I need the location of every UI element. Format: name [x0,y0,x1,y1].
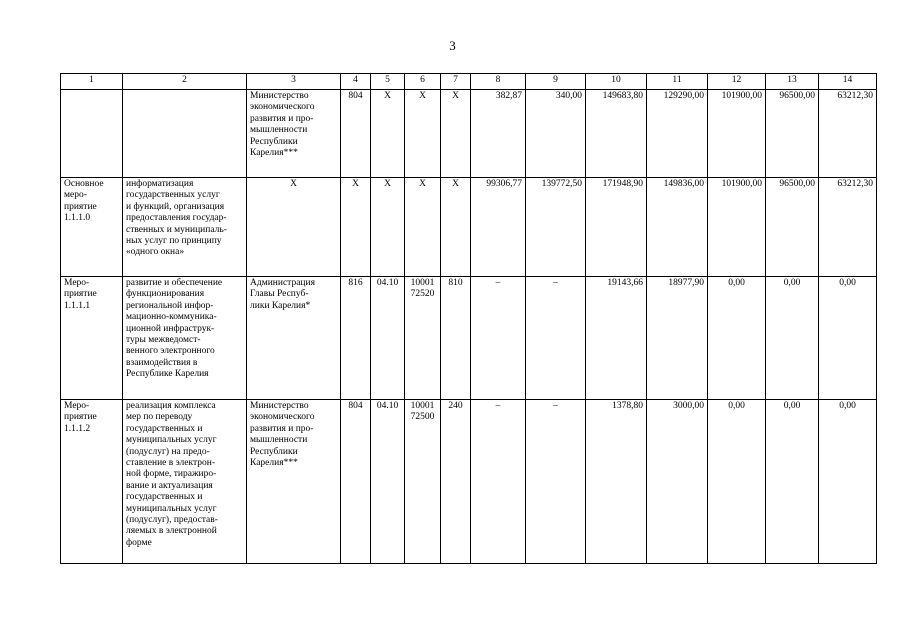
cell-amount: 149836,00 [647,178,708,277]
table-row [61,178,877,277]
cell-csr: 10001 72500 [405,400,441,564]
cell-amount: 99306,77 [471,178,526,277]
cell-rzpr: Х [371,178,405,277]
cell-amount: 0,00 [708,277,766,400]
table-row [61,90,877,178]
cell-grbs: 804 [341,90,371,178]
cell-item-type: Меро- приятие 1.1.1.2 [61,400,123,564]
cell-amount: 1378,80 [586,400,647,564]
cell-amount: 0,00 [819,277,877,400]
column-number: 1 [61,74,123,90]
table-row [61,400,877,564]
column-number: 6 [405,74,441,90]
cell-amount: 0,00 [708,400,766,564]
cell-amount: 3000,00 [647,400,708,564]
column-number: 9 [526,74,586,90]
cell-grbs: Х [341,178,371,277]
column-number: 11 [647,74,708,90]
column-number: 13 [766,74,819,90]
cell-amount: 101900,00 [708,90,766,178]
cell-item-name: реализация комплекса мер по переводу государственных и муниципальных услуг (подуслуг) на предо- ставление в электрон- ной форме, тиражиро- вание и актуализация государственных и муниципальных услуг (подуслуг), предостав- ляемых в электронной форме [123,400,247,564]
cell-vr: Х [441,90,471,178]
cell-amount: 0,00 [766,277,819,400]
cell-item-name: развитие и обеспечение функционирования региональной инфор- мационно-коммуника- ционной инфраструк- туры межведомст- венного электронного взаимодействия в Республике Карелия [123,277,247,400]
cell-amount: 129290,00 [647,90,708,178]
cell-item-type: Меро- приятие 1.1.1.1 [61,277,123,400]
cell-amount: 96500,00 [766,90,819,178]
cell-amount: 139772,50 [526,178,586,277]
cell-amount: – [471,277,526,400]
cell-amount: – [526,400,586,564]
cell-executor: Администрация Главы Респуб- лики Карелия* [247,277,341,400]
column-number: 3 [247,74,341,90]
column-number: 10 [586,74,647,90]
cell-item-name [123,90,247,178]
cell-amount: 101900,00 [708,178,766,277]
cell-amount: 63212,30 [819,178,877,277]
cell-amount: 0,00 [766,400,819,564]
cell-amount: 382,87 [471,90,526,178]
column-number: 4 [341,74,371,90]
cell-csr: Х [405,90,441,178]
cell-executor: Министерство экономического развития и про- мышленности Республики Карелия*** [247,90,341,178]
cell-amount: – [471,400,526,564]
cell-item-name: информатизация государственных услуг и функций, организация предоставления государ- ственных и муниципаль- ных услуг по принципу «одного окна» [123,178,247,277]
cell-amount: 171948,90 [586,178,647,277]
cell-vr: 240 [441,400,471,564]
cell-amount: 340,00 [526,90,586,178]
cell-amount: 18977,90 [647,277,708,400]
column-number: 5 [371,74,405,90]
cell-amount: 19143,66 [586,277,647,400]
cell-rzpr: 04.10 [371,277,405,400]
cell-executor: Министерство экономического развития и про- мышленности Республики Карелия*** [247,400,341,564]
cell-amount: – [526,277,586,400]
column-number-row [61,74,877,90]
cell-item-type: Основное меро- приятие 1.1.1.0 [61,178,123,277]
cell-amount: 63212,30 [819,90,877,178]
cell-vr: Х [441,178,471,277]
column-number: 14 [819,74,877,90]
column-number: 2 [123,74,247,90]
cell-item-type [61,90,123,178]
program-table [60,73,877,564]
column-number: 7 [441,74,471,90]
cell-executor: Х [247,178,341,277]
cell-grbs: 816 [341,277,371,400]
cell-grbs: 804 [341,400,371,564]
column-number: 12 [708,74,766,90]
page-number: 3 [449,38,456,53]
cell-csr: 10001 72520 [405,277,441,400]
cell-amount: 149683,80 [586,90,647,178]
cell-amount: 0,00 [819,400,877,564]
cell-rzpr: Х [371,90,405,178]
cell-rzpr: 04.10 [371,400,405,564]
column-number: 8 [471,74,526,90]
cell-vr: 810 [441,277,471,400]
cell-csr: Х [405,178,441,277]
table-row [61,277,877,400]
cell-amount: 96500,00 [766,178,819,277]
